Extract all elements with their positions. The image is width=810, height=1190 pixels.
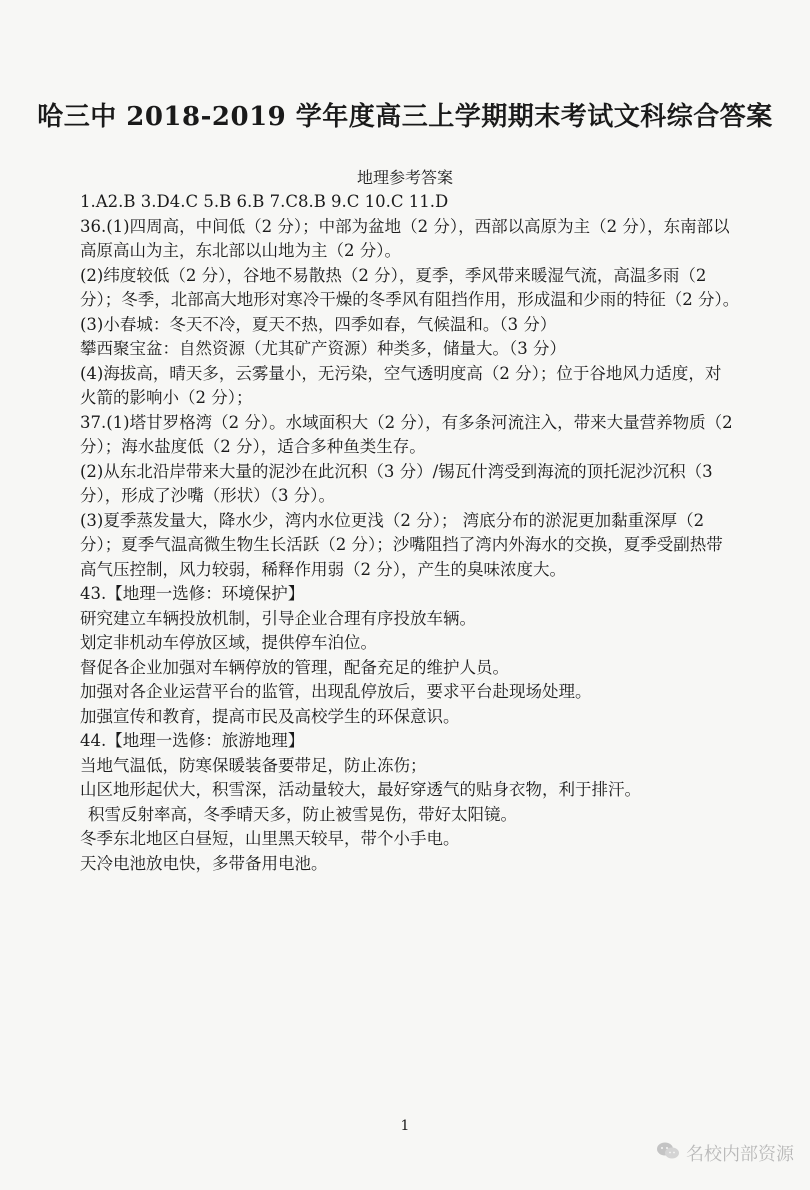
text-line: (4)海拔高，晴天多，云雾量小，无污染，空气透明度高（2 分）；位于谷地风力适度，对	[80, 363, 722, 383]
text-line: 1.A2.B 3.D4.C 5.B 6.B 7.C8.B 9.C 10.C 11.D	[80, 192, 449, 211]
section-heading: 44.【地理一选修：旅游地理】	[80, 731, 305, 750]
text-line: (3)小春城：冬天不冷，夏天不热，四季如春，气候温和。（3 分）	[80, 314, 557, 334]
text-line: 研究建立车辆投放机制，引导企业合理有序投放车辆。	[80, 608, 476, 628]
text-line: (2)纬度较低（2 分），谷地不易散热（2 分），夏季，季风带来暖湿气流，高温多雨（2	[80, 265, 707, 285]
document-title: 哈三中 2018-2019 学年度高三上学期期末考试文科综合答案	[37, 102, 773, 132]
text-line: 高气压控制，风力较弱，稀释作用弱（2 分），产生的臭味浓度大。	[80, 559, 566, 579]
watermark-text: 名校内部资源	[686, 1144, 794, 1165]
text-line: 山区地形起伏大，积雪深，活动量较大，最好穿透气的贴身衣物，利于排汗。	[80, 780, 641, 799]
text-line: 37.(1)塔甘罗格湾（2 分）。水域面积大（2 分），有多条河流注入，带来大量营养物质（2	[80, 412, 733, 432]
text-line: 冬季东北地区白昼短，山里黑天较早，带个小手电。	[80, 829, 460, 848]
text-line: 分）；海水盐度低（2 分），适合多种鱼类生存。	[80, 437, 426, 456]
text-line: 当地气温低，防寒保暖装备要带足，防止冻伤；	[80, 755, 427, 775]
watermark	[656, 1140, 794, 1166]
section-heading: 43.【地理一选修：环境保护】	[80, 584, 305, 603]
text-line: (3)夏季蒸发量大，降水少，湾内水位更浅（2 分）； 湾底分布的淤泥更加黏重深厚（2	[80, 510, 705, 530]
text-line: 积雪反射率高，冬季晴天多，防止被雪晃伤，带好太阳镜。	[88, 804, 517, 824]
text-line: 划定非机动车停放区域，提供停车泊位。	[80, 633, 377, 652]
text-line: 加强宣传和教育，提高市民及高校学生的环保意识。	[80, 706, 460, 726]
text-line: 督促各企业加强对车辆停放的管理，配备充足的维护人员。	[80, 657, 509, 677]
text-line: 火箭的影响小（2 分）；	[80, 388, 253, 407]
text-line: 分）；夏季气温高微生物生长活跃（2 分）；沙嘴阻挡了湾内外海水的交换，夏季受副热带	[80, 535, 723, 554]
text-line: 攀西聚宝盆：自然资源（尤其矿产资源）种类多，储量大。（3 分）	[80, 339, 566, 358]
section-title: 地理参考答案	[356, 168, 453, 187]
page-number: 1	[400, 1118, 410, 1134]
text-line: (2)从东北沿岸带来大量的泥沙在此沉积（3 分）/锡瓦什湾受到海流的顶托泥沙沉积（3	[80, 461, 713, 481]
wechat-icon	[656, 1141, 680, 1166]
text-line: 天冷电池放电快，多带备用电池。	[80, 853, 328, 873]
answer-body	[80, 190, 780, 876]
text-line: 高原高山为主，东北部以山地为主（2 分）。	[80, 241, 401, 260]
text-line: 分）；冬季，北部高大地形对寒冷干燥的冬季风有阻挡作用，形成温和少雨的特征（2 分）。	[80, 290, 740, 309]
text-line: 36.(1)四周高，中间低（2 分）；中部为盆地（2 分），西部以高原为主（2 分），东南部以	[80, 216, 730, 236]
text-line: 分），形成了沙嘴（形状）（3 分）。	[80, 486, 335, 505]
text-line: 加强对各企业运营平台的监管，出现乱停放后，要求平台赴现场处理。	[80, 682, 592, 701]
